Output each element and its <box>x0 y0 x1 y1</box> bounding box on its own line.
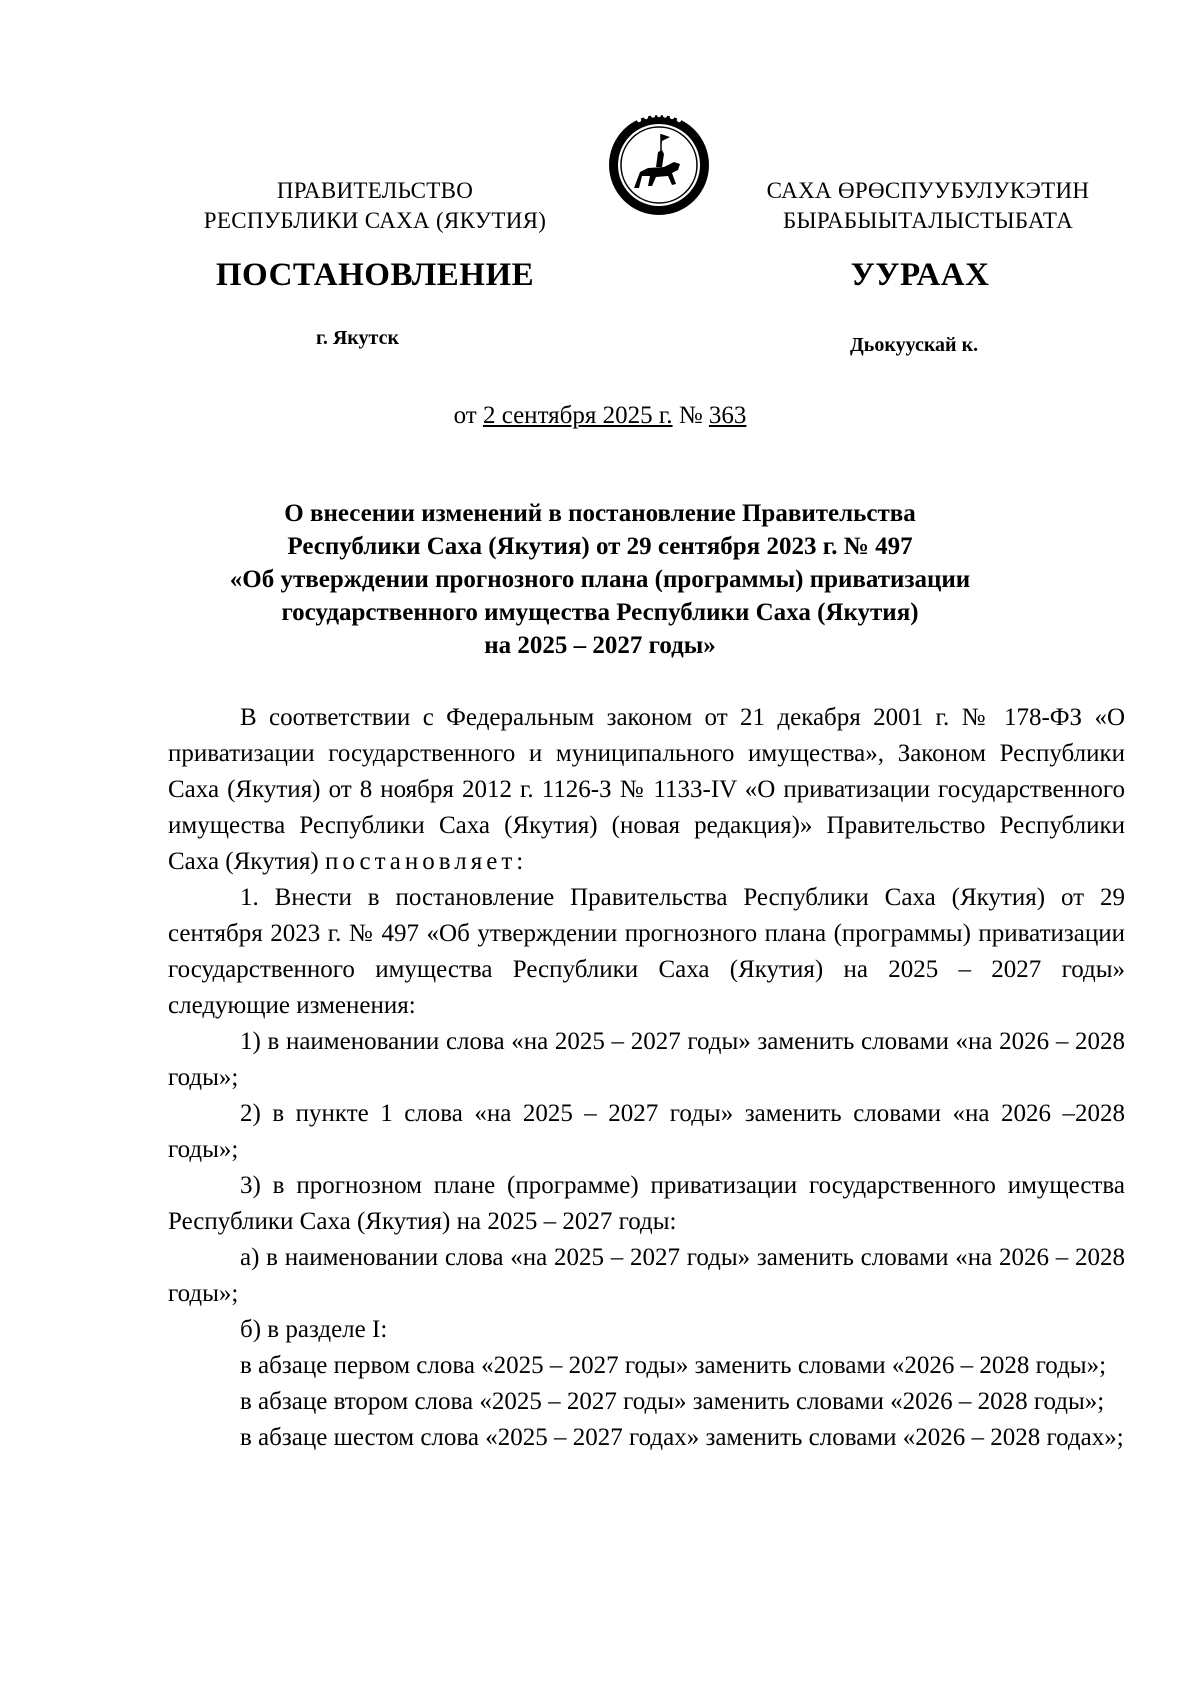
government-name-line-2: РЕСПУБЛИКИ САХА (ЯКУТИЯ) <box>203 208 547 233</box>
document-type-sakha: УУРААХ <box>850 257 990 293</box>
paragraph-abzac-1: в абзаце первом слова «2025 – 2027 годы» заменить словами «2026 – 2028 годы»; <box>240 1352 1107 1379</box>
government-name-russian <box>175 176 575 236</box>
government-name-sakha <box>738 176 1118 236</box>
title-line: государственного имущества Республики Саха (Якутия) <box>281 599 919 626</box>
paragraph-abzac-2: в абзаце втором слова «2025 – 2027 годы» заменить словами «2026 – 2028 годы»; <box>240 1388 1105 1415</box>
document-title <box>150 497 1050 662</box>
paragraph-subitem-3: 3) в прогнозном плане (программе) приватизации государственного имущества Республики Саха (Якутия) на 2025 – 2027 годы: <box>168 1172 1125 1235</box>
resolves-word: постановляет: <box>324 848 528 875</box>
paragraph-subitem-2: 2) в пункте 1 слова «на 2025 – 2027 годы» заменить словами «на 2026 –2028 годы»; <box>168 1100 1125 1163</box>
government-name-sakha-line-2: БЫРАБЫЫТАЛЫСТЫБАТА <box>782 208 1074 233</box>
preamble-text: В соответствии с Федеральным законом от 21 декабря 2001 г. № 178-ФЗ «О приватизации государственного и муниципального имущества», Законом Республики Саха (Якутия) от 8 ноября 2012 г. 1126-З № 1133-IV «О приватизации государственного имущества Республики Саха (Якутия) (новая редакция)» Правительство Республики Саха (Якутия) <box>168 704 1125 875</box>
government-name-line-1: ПРАВИТЕЛЬСТВО <box>276 178 474 203</box>
document-type-russian: ПОСТАНОВЛЕНИЕ <box>215 257 535 293</box>
paragraph-subitem-a: а) в наименовании слова «на 2025 – 2027 годы» заменить словами «на 2026 – 2028 годы»; <box>168 1244 1125 1307</box>
preamble-paragraph <box>168 700 1125 880</box>
paragraph-subitem-b: б) в разделе I: <box>240 1316 388 1343</box>
paragraph-subitem-1: 1) в наименовании слова «на 2025 – 2027 годы» заменить словами «на 2026 – 2028 годы»; <box>168 1028 1125 1091</box>
title-line: «Об утверждении прогнозного плана (программы) приватизации <box>229 566 971 593</box>
document-number: 363 <box>708 402 747 429</box>
paragraph-abzac-6: в абзаце шестом слова «2025 – 2027 годах» заменить словами «2026 – 2028 годах»; <box>240 1424 1124 1451</box>
document-date: 2 сентября 2025 г. <box>482 402 673 429</box>
paragraph-item-1: 1. Внести в постановление Правительства Республики Саха (Якутия) от 29 сентября 2023 г. № 497 «Об утверждении прогнозного плана (программы) приватизации государственного имущества Республики Саха (Якутия) на 2025 – 2027 годы» следующие изменения: <box>168 884 1125 1019</box>
city-sakha: Дьокуускай к. <box>850 334 979 356</box>
sakha-coat-of-arms-icon <box>604 110 714 220</box>
city-russian: г. Якутск <box>316 327 399 349</box>
government-name-sakha-line-1: САХА ӨРӨСПУУБУЛУКЭТИН <box>766 178 1090 203</box>
number-sign: № <box>672 402 709 429</box>
date-prefix: от <box>453 402 483 429</box>
title-line: О внесении изменений в постановление Правительства <box>284 500 916 527</box>
document-body <box>168 700 1125 1456</box>
title-line: Республики Саха (Якутия) от 29 сентября 2023 г. № 497 <box>287 533 913 560</box>
title-line: на 2025 – 2027 годы» <box>484 632 716 659</box>
document-date-line <box>0 402 1200 430</box>
